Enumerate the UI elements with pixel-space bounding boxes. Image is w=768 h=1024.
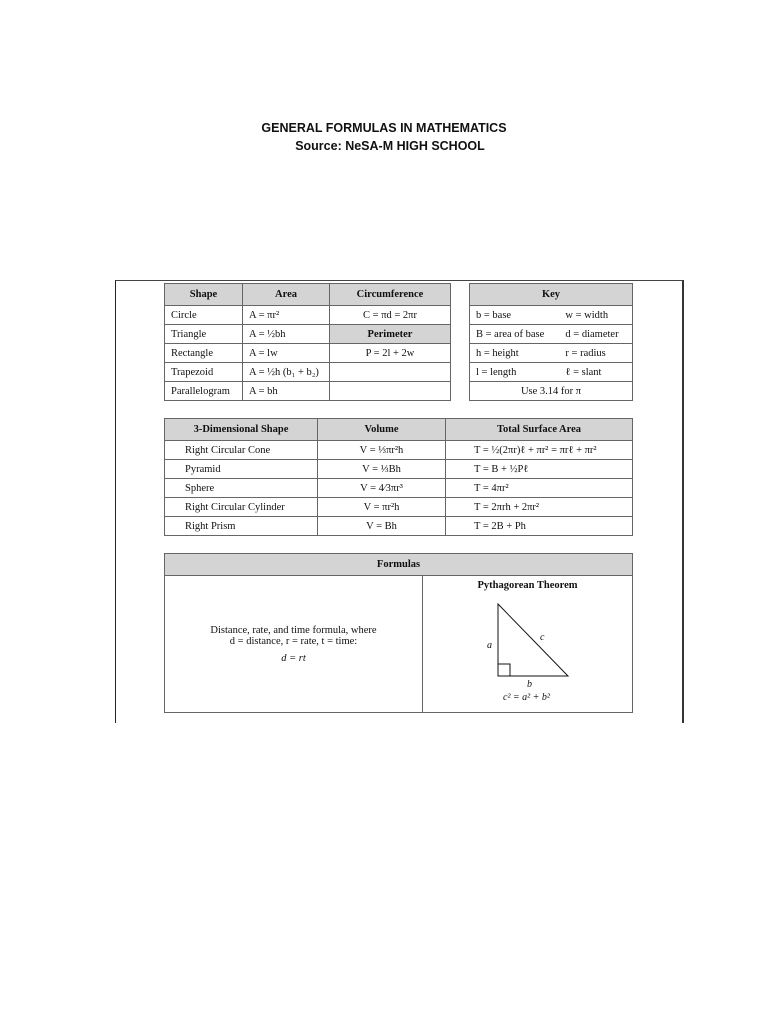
col-area-header: Area (243, 284, 330, 306)
solid-name: Right Circular Cone (165, 441, 318, 460)
table-row (165, 498, 633, 517)
empty-cell (330, 382, 451, 401)
key-entry: h = height (470, 344, 560, 363)
surface-formula: T = 2B + Ph (446, 517, 633, 536)
drt-description-line2: d = distance, r = rate, t = time: (229, 635, 358, 647)
key-entry: ℓ = slant (559, 363, 632, 382)
area-formula: A = lw (243, 344, 330, 363)
solid-name: Sphere (165, 479, 318, 498)
key-entry: d = diameter (559, 325, 632, 344)
volume-formula: V = ⅓Bh (318, 460, 446, 479)
shape-name: Rectangle (165, 344, 243, 363)
volume-formula: V = 4⁄3πr³ (318, 479, 446, 498)
key-entry: r = radius (559, 344, 632, 363)
pythagorean-formula: c² = a² + b² (503, 692, 550, 703)
table-row (165, 479, 633, 498)
key-entry: b = base (470, 306, 560, 325)
formulas-box (164, 553, 633, 713)
formulas-header: Formulas (165, 554, 633, 576)
area-formula: A = ½h (b₁ + b₂) (243, 363, 330, 382)
solid-name: Right Circular Cylinder (165, 498, 318, 517)
surface-formula: T = ½(2πr)ℓ + πr² = πrℓ + πr² (446, 441, 633, 460)
table-row (165, 441, 633, 460)
surface-formula: T = B + ½Pℓ (446, 460, 633, 479)
side-a-label: a (487, 640, 492, 651)
drt-description-line1: Distance, rate, and time formula, where (210, 624, 377, 636)
surface-formula: T = 2πrh + 2πr² (446, 498, 633, 517)
page-title: GENERAL FORMULAS IN MATHEMATICS (261, 121, 507, 135)
area-perimeter-table (164, 283, 451, 401)
pythagorean-title: Pythagorean Theorem (477, 580, 578, 591)
table-row (165, 363, 451, 382)
table-row (165, 344, 451, 363)
table-row (165, 325, 451, 344)
empty-cell (330, 363, 451, 382)
area-formula: A = πr² (243, 306, 330, 325)
table-row (470, 344, 633, 363)
perimeter-header: Perimeter (330, 325, 451, 344)
solid-name: Right Prism (165, 517, 318, 536)
col-3d-shape-header: 3-Dimensional Shape (165, 419, 318, 441)
col-surface-header: Total Surface Area (446, 419, 633, 441)
volume-formula: V = πr²h (318, 498, 446, 517)
col-shape-header: Shape (165, 284, 243, 306)
key-entry: w = width (559, 306, 632, 325)
volume-surface-table (164, 418, 633, 536)
key-entry: l = length (470, 363, 560, 382)
table-row (470, 363, 633, 382)
drt-formula: d = rt (281, 652, 306, 664)
shape-name: Circle (165, 306, 243, 325)
shape-name: Triangle (165, 325, 243, 344)
table-row (165, 517, 633, 536)
pythagorean-cell (423, 576, 633, 713)
table-row (165, 306, 451, 325)
key-entry: B = area of base (470, 325, 560, 344)
page-source: Source: NeSA-M HIGH SCHOOL (295, 139, 485, 153)
key-table (469, 283, 633, 401)
shape-name: Parallelogram (165, 382, 243, 401)
table-row (165, 460, 633, 479)
circumference-formula: C = πd = 2πr (330, 306, 451, 325)
shape-name: Trapezoid (165, 363, 243, 382)
key-header: Key (470, 284, 633, 306)
solid-name: Pyramid (165, 460, 318, 479)
table-row (470, 325, 633, 344)
distance-rate-time-cell (165, 576, 423, 713)
key-footer: Use 3.14 for π (470, 382, 633, 401)
table-row (165, 382, 451, 401)
volume-formula: V = ⅓πr²h (318, 441, 446, 460)
area-formula: A = ½bh (243, 325, 330, 344)
side-b-label: b (527, 679, 532, 690)
area-formula: A = bh (243, 382, 330, 401)
volume-formula: V = Bh (318, 517, 446, 536)
perimeter-formula: P = 2l + 2w (330, 344, 451, 363)
col-volume-header: Volume (318, 419, 446, 441)
table-row (470, 306, 633, 325)
side-c-label: c (540, 632, 545, 643)
surface-formula: T = 4πr² (446, 479, 633, 498)
col-circumference-header: Circumference (330, 284, 451, 306)
